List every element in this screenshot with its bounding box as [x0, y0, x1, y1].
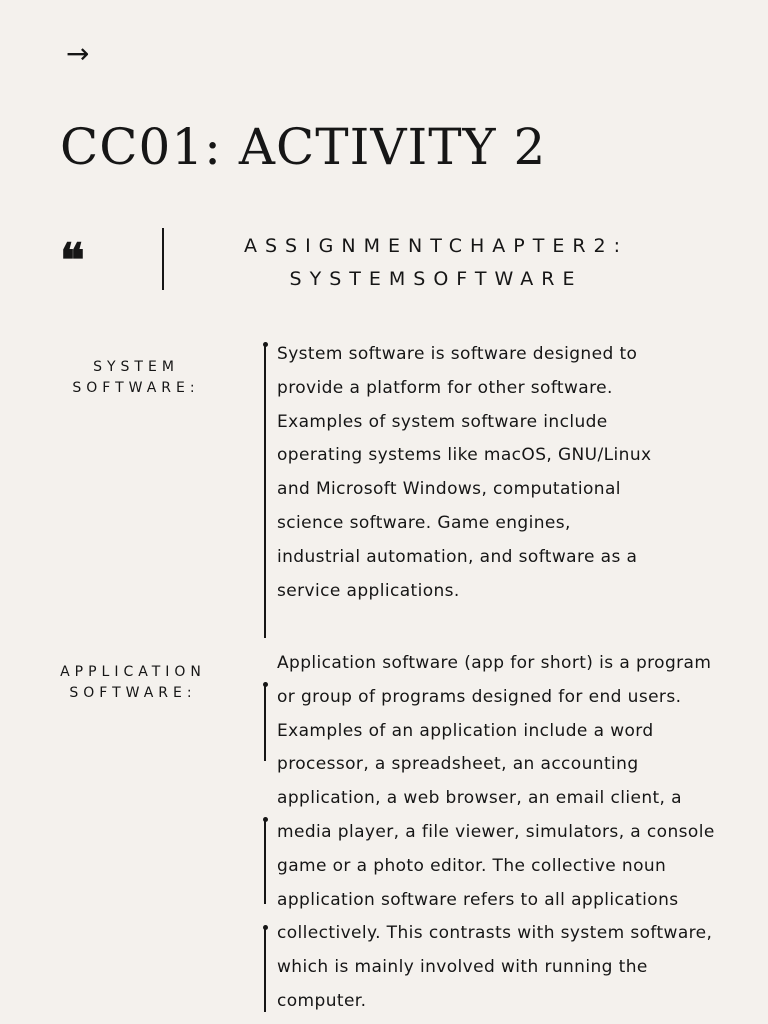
- section-body-system-software: [277, 338, 651, 608]
- section-label-application-software: [40, 662, 226, 704]
- body-line: operating systems like macOS, GNU/Linux: [277, 445, 652, 466]
- timeline-line: [264, 927, 266, 1012]
- body-line: Application software (app for short) is a program: [277, 653, 712, 673]
- body-line: game or a photo editor. The collective noun: [277, 855, 667, 876]
- body-line: provide a platform for other software.: [277, 377, 613, 398]
- section-body-application-software: [277, 647, 715, 1019]
- section-label-line: APPLICATION: [60, 664, 206, 680]
- body-line: which is mainly involved with running the: [277, 957, 648, 978]
- section-label-system-software: [48, 357, 224, 399]
- body-line: and Microsoft Windows, computational: [277, 479, 621, 500]
- body-line: science software. Game engines,: [277, 512, 571, 533]
- section-label-line: SYSTEM: [93, 359, 179, 375]
- timeline-line: [264, 344, 266, 638]
- subtitle: [196, 230, 676, 296]
- quote-icon: ❝: [60, 233, 85, 287]
- page-title: CC01: ACTIVITY 2: [60, 118, 547, 176]
- body-line: processor, a spreadsheet, an accounting: [277, 754, 639, 775]
- body-line: media player, a file viewer, simulators, a console: [277, 821, 715, 842]
- section-label-line: SOFTWARE:: [72, 380, 200, 396]
- body-line: System software is software designed to: [277, 344, 638, 364]
- section-label-line: SOFTWARE:: [69, 685, 197, 701]
- body-line: computer.: [277, 990, 367, 1011]
- body-line: Examples of system software include: [277, 411, 608, 432]
- subtitle-line: SYSTEMSOFTWARE: [289, 268, 583, 290]
- body-line: application software refers to all applications: [277, 889, 679, 910]
- body-line: Examples of an application include a word: [277, 720, 654, 741]
- body-line: service applications.: [277, 580, 460, 601]
- body-line: or group of programs designed for end users.: [277, 686, 682, 707]
- vertical-divider: [162, 228, 164, 290]
- body-line: industrial automation, and software as a: [277, 546, 638, 567]
- body-line: collectively. This contrasts with system software,: [277, 923, 713, 944]
- timeline-line: [264, 684, 266, 761]
- subtitle-line: ASSIGNMENTCHAPTER2:: [243, 235, 629, 257]
- arrow-right-icon: →: [66, 37, 90, 70]
- body-line: application, a web browser, an email client, a: [277, 788, 682, 809]
- timeline-line: [264, 819, 266, 904]
